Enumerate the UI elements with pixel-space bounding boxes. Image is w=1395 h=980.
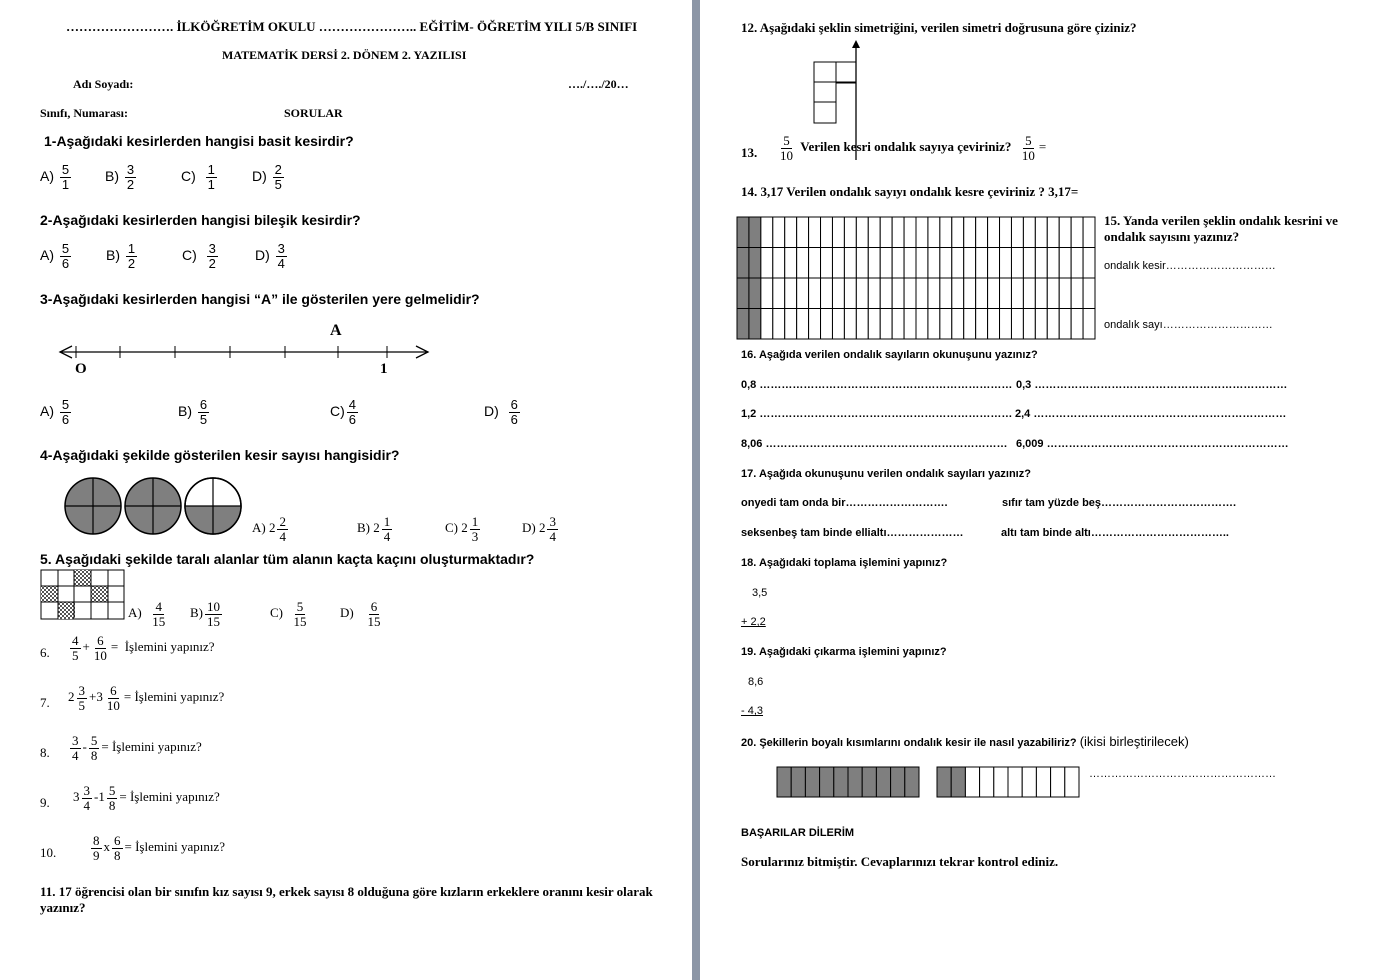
grid-cell [1000, 309, 1012, 340]
left-page [0, 0, 692, 980]
grid-cell [856, 248, 868, 279]
q4-option-c: C) 2 $\frac{1}{3}$ [445, 514, 479, 544]
grid-cell [1059, 278, 1071, 309]
grid-cell [940, 217, 952, 248]
grid-cell [821, 309, 833, 340]
q15-text-line2: ondalık sayısını yazınız? [1104, 229, 1240, 244]
grid-cell [1047, 217, 1059, 248]
quarter-circles-figure [62, 475, 248, 539]
grid-cell [832, 278, 844, 309]
q6-expression: $\frac{4}{5}$ + $\frac{6}{10}$ = İşlemini yapınız? [72, 633, 215, 663]
grid-cell [868, 309, 880, 340]
bar2-cell [951, 767, 965, 797]
grid-cell [964, 278, 976, 309]
grid-cell [880, 309, 892, 340]
q2-option-b: B) $\frac{1}{2}$ [106, 241, 136, 271]
grid-cell [832, 217, 844, 248]
q15-decimal-fraction-blank[interactable]: ondalık kesir………………………… [1104, 260, 1276, 272]
number-line-zero: O [75, 361, 87, 377]
q13-number: 13. [741, 145, 758, 160]
grid-cell [821, 217, 833, 248]
q16-item-0-3[interactable]: 0,3 …………………………………………………………… [1016, 379, 1288, 391]
q16-item-0-8[interactable]: 0,8 …………………………………………………………… [741, 379, 1013, 391]
grid-cell [976, 217, 988, 248]
circle-3 [185, 478, 241, 534]
q16-item-6-009[interactable]: 6,009 ………………………………………………………… [1016, 438, 1289, 450]
grid-cell [988, 217, 1000, 248]
q17-item-1[interactable]: onyedi tam onda bir………………………. [741, 497, 948, 509]
q20-question: 20. Şekillerin boyalı kısımlarını ondalık kesir ile nasıl yazabiliriz? (ikisi birleştirilecek) [741, 734, 1189, 749]
grid-cell [1011, 217, 1023, 248]
grid-cell [737, 248, 749, 279]
grid-cell [892, 278, 904, 309]
grid-cell [856, 278, 868, 309]
grid-cell [856, 217, 868, 248]
grid-cell [821, 278, 833, 309]
grid-cell [737, 278, 749, 309]
grid-cell [988, 278, 1000, 309]
grid-cell [773, 248, 785, 279]
q4-option-b: B) 2 $\frac{1}{4}$ [357, 514, 391, 544]
grid-cell [880, 217, 892, 248]
grid-cell [1035, 217, 1047, 248]
grid-cell [928, 248, 940, 279]
grid-cell [844, 278, 856, 309]
decimal-bars-figure [776, 765, 1082, 799]
bar1-cell [876, 767, 890, 797]
bar1-cell [862, 767, 876, 797]
q4-option-d: D) 2 $\frac{3}{4}$ [522, 514, 556, 544]
q19-operand-a: 8,6 [748, 676, 764, 688]
footer-closing-note: Sorularınız bitmiştir. Cevaplarınızı tekrar kontrol ediniz. [741, 854, 1059, 869]
grid-cell [880, 278, 892, 309]
grid-cell [761, 309, 773, 340]
bar1-cell [848, 767, 862, 797]
grid-cell [809, 248, 821, 279]
q9-expression: 3 $\frac{3}{4}$ -1 $\frac{5}{8}$ = İşlemini yapınız? [73, 783, 220, 813]
grid-cell [797, 248, 809, 279]
q17-item-2[interactable]: sıfır tam yüzde beş………………………………. [1002, 497, 1237, 509]
q10-expression: $\frac{8}{9}$ x $\frac{6}{8}$ = İşlemini yapınız? [93, 833, 225, 863]
grid-cell [797, 217, 809, 248]
q3-option-c: C) $\frac{4}{6}$ [330, 397, 357, 427]
bar2-cell [1036, 767, 1050, 797]
circle-1 [65, 478, 121, 534]
grid-cell [1023, 248, 1035, 279]
grid-cell [988, 309, 1000, 340]
grid-cell [1023, 217, 1035, 248]
grid-cell [940, 278, 952, 309]
q5-text: 5. Aşağıdaki şekilde taralı alanlar tüm alanın kaçta kaçını oluşturmaktadır? [40, 551, 535, 567]
q2-text: 2-Aşağıdaki kesirlerden hangisi bileşik kesirdir? [40, 212, 361, 228]
q5-option-c: C) $\frac{5}{15}$ [270, 599, 307, 629]
grid-cell [1011, 248, 1023, 279]
grid-cell [749, 217, 761, 248]
q15-decimal-number-blank[interactable]: ondalık sayı………………………… [1104, 319, 1273, 331]
grid-cell [773, 217, 785, 248]
page-gutter [692, 0, 700, 980]
bar2-cell [1051, 767, 1065, 797]
grid-cell [916, 248, 928, 279]
q9-number: 9. [40, 795, 50, 810]
q3-text: 3-Aşağıdaki kesirlerden hangisi “A” ile gösterilen yere gelmelidir? [40, 291, 480, 307]
grid-cell [952, 278, 964, 309]
q5-option-b: B) $\frac{10}{15}$ [190, 599, 220, 629]
grid-cell [844, 217, 856, 248]
grid-cell [940, 248, 952, 279]
grid-cell [1059, 217, 1071, 248]
grid-cell [952, 309, 964, 340]
grid-cell [1083, 217, 1095, 248]
q8-number: 8. [40, 745, 50, 760]
bar1-cell [891, 767, 905, 797]
number-line-one: 1 [380, 361, 388, 377]
grid-cell [1011, 309, 1023, 340]
sorular-label: SORULAR [284, 106, 343, 120]
grid-cell [761, 217, 773, 248]
bar1-cell [777, 767, 791, 797]
grid-cell [1000, 217, 1012, 248]
grid-cell [1083, 309, 1095, 340]
q20-answer-blank[interactable]: …………………………………………… [1089, 768, 1276, 780]
grid-cell [868, 278, 880, 309]
grid-cell [916, 309, 928, 340]
grid-cell [856, 309, 868, 340]
grid-cell [928, 217, 940, 248]
q5-option-a: A) $\frac{4}{15}$ [128, 599, 166, 629]
grid-cell [1071, 248, 1083, 279]
q3-option-d: D) $\frac{6}{6}$ [484, 397, 518, 427]
grid-cell [1083, 278, 1095, 309]
bar1-cell [791, 767, 805, 797]
grid-cell [904, 278, 916, 309]
grid-cell [964, 248, 976, 279]
bar2-cell [1008, 767, 1022, 797]
grid-cell [904, 217, 916, 248]
grid-cell [797, 309, 809, 340]
grid-cell [1000, 278, 1012, 309]
grid-cell [1071, 309, 1083, 340]
grid-cell [832, 309, 844, 340]
grid-cell [785, 248, 797, 279]
q3-option-b: B) $\frac{6}{5}$ [178, 397, 208, 427]
bar2-cell [980, 767, 994, 797]
q4-option-a: A) 2 $\frac{2}{4}$ [252, 514, 286, 544]
q2-option-d: D) $\frac{3}{4}$ [255, 241, 285, 271]
q18-text: 18. Aşağıdaki toplama işlemini yapınız? [741, 557, 948, 569]
grid-cell [761, 248, 773, 279]
grid-cell [809, 278, 821, 309]
q3-option-a: A) $\frac{5}{6}$ [40, 397, 70, 427]
class-label: Sınıfı, Numarası: [40, 106, 129, 120]
shaded-grid-figure [40, 569, 126, 621]
bar2-cell [965, 767, 979, 797]
grid-cell [1071, 278, 1083, 309]
grid-cell [1047, 278, 1059, 309]
grid-cell [1083, 248, 1095, 279]
grid-cell [904, 309, 916, 340]
bar2-cell [994, 767, 1008, 797]
grid-cell [797, 278, 809, 309]
q16-item-1-2[interactable]: 1,2 …………………………………………………………… [741, 408, 1013, 420]
grid-cell [773, 309, 785, 340]
q19-text: 19. Aşağıdaki çıkarma işlemini yapınız? [741, 646, 947, 658]
name-label: Adı Soyadı: [73, 77, 134, 91]
grid-cell [868, 248, 880, 279]
grid-cell [773, 278, 785, 309]
grid-cell [1047, 309, 1059, 340]
grid-cell [761, 278, 773, 309]
date-label: …./…./20… [568, 77, 629, 91]
q7-expression: 2 $\frac{3}{5}$ +3 $\frac{6}{10}$ = İşlemini yapınız? [68, 683, 225, 713]
grid-cell [976, 248, 988, 279]
grid-cell [1023, 309, 1035, 340]
grid-cell [1071, 217, 1083, 248]
q7-number: 7. [40, 695, 50, 710]
grid-cell [737, 217, 749, 248]
q11-text-line1: 11. 17 öğrencisi olan bir sınıfın kız sayısı 9, erkek sayısı 8 olduğuna göre kızların erkeklere oranını kesir olarak [40, 884, 653, 899]
bar1-cell [834, 767, 848, 797]
q5-option-d: D) $\frac{6}{15}$ [340, 599, 381, 629]
grid-cell [868, 217, 880, 248]
q10-number: 10. [40, 845, 57, 860]
grid-cell [1035, 278, 1047, 309]
grid-cell [1000, 248, 1012, 279]
bar1-cell [805, 767, 819, 797]
grid-cell [737, 309, 749, 340]
q17-item-3[interactable]: seksenbeş tam binde ellialtı………………… [741, 527, 964, 539]
q1-option-c: C) $\frac{1}{1}$ [181, 162, 215, 192]
grid-cell [892, 309, 904, 340]
q18-operand-a: 3,5 [752, 587, 768, 599]
grid-cell [785, 309, 797, 340]
q20-note: (ikisi birleştirilecek) [1079, 734, 1189, 749]
exam-subtitle: MATEMATİK DERSİ 2. DÖNEM 2. YAZILISI [222, 48, 467, 62]
q12-text: 12. Aşağıdaki şeklin simetriğini, verilen simetri doğrusuna göre çiziniz? [741, 20, 1137, 35]
decimal-grid-figure [736, 216, 1098, 342]
grid-cell [904, 248, 916, 279]
q18-operand-b: + 2,2 [741, 616, 766, 628]
q6-number: 6. [40, 645, 50, 660]
q14-text: 14. 3,17 Verilen ondalık sayıyı ondalık kesre çeviriniz ? 3,17= [741, 184, 1079, 199]
grid-cell [892, 217, 904, 248]
footer-good-luck: BAŞARILAR DİLERİM [741, 827, 855, 839]
right-page [700, 0, 1395, 980]
grid-cell [785, 217, 797, 248]
grid-cell [1011, 278, 1023, 309]
q4-text: 4-Aşağıdaki şekilde gösterilen kesir sayısı hangisidir? [40, 447, 400, 463]
bar1-cell [820, 767, 834, 797]
grid-cell [976, 278, 988, 309]
grid-cell [809, 217, 821, 248]
q17-item-4[interactable]: altı tam binde altı……………………………….. [1001, 527, 1229, 539]
grid-cell [1035, 248, 1047, 279]
bar2-cell [937, 767, 951, 797]
q19-operand-b: - 4,3 [741, 705, 764, 717]
q8-expression: $\frac{3}{4}$ - $\frac{5}{8}$ = İşlemini yapınız? [72, 733, 202, 763]
grid-cell [964, 309, 976, 340]
q1-text: 1-Aşağıdaki kesirlerden hangisi basit kesirdir? [44, 133, 354, 149]
grid-cell [749, 248, 761, 279]
grid-cell [952, 248, 964, 279]
grid-cell [988, 248, 1000, 279]
q1-option-b: B) $\frac{3}{2}$ [105, 162, 135, 192]
bar1-cell [905, 767, 919, 797]
q1-option-a: A) $\frac{5}{1}$ [40, 162, 70, 192]
q11-text-line2: yazınız? [40, 900, 86, 915]
grid-cell [844, 248, 856, 279]
q16-text: 16. Aşağıda verilen ondalık sayıların okunuşunu yazınız? [741, 349, 1038, 361]
bar2-cell [1022, 767, 1036, 797]
grid-cell [821, 248, 833, 279]
q16-item-8-06[interactable]: 8,06 ………………………………………………………… [741, 438, 1008, 450]
grid-cell [916, 278, 928, 309]
q16-item-2-4[interactable]: 2,4 …………………………………………………………… [1015, 408, 1287, 420]
grid-cell [785, 278, 797, 309]
q2-option-c: C) $\frac{3}{2}$ [182, 241, 216, 271]
grid-cell [940, 309, 952, 340]
grid-cell [844, 309, 856, 340]
grid-cell [749, 278, 761, 309]
q13-expression: $\frac{5}{10}$ Verilen kesri ondalık sayıya çeviriniz? $\frac{5}{10}$ = [780, 133, 1047, 163]
grid-cell [880, 248, 892, 279]
q2-option-a: A) $\frac{5}{6}$ [40, 241, 70, 271]
grid-cell [928, 278, 940, 309]
grid-cell [749, 309, 761, 340]
number-line-a-label: A [330, 322, 342, 339]
grid-cell [916, 217, 928, 248]
grid-cell [832, 248, 844, 279]
grid-cell [1023, 278, 1035, 309]
grid-cell [892, 248, 904, 279]
grid-cell [1035, 309, 1047, 340]
grid-cell [928, 309, 940, 340]
grid-cell [1059, 248, 1071, 279]
grid-cell [952, 217, 964, 248]
grid-cell [964, 217, 976, 248]
exam-header: ……………………. İLKÖĞRETİM OKULU ………………….. EĞİTİM- ÖĞRETİM YILI 5/B SINIFI [66, 19, 638, 34]
q17-text: 17. Aşağıda okunuşunu verilen ondalık sayıları yazınız? [741, 468, 1031, 480]
grid-cell [809, 309, 821, 340]
circle-2 [125, 478, 181, 534]
bar2-cell [1065, 767, 1079, 797]
q15-text-line1: 15. Yanda verilen şeklin ondalık kesrini ve [1104, 213, 1338, 228]
q1-option-d: D) $\frac{2}{5}$ [252, 162, 282, 192]
grid-cell [1059, 309, 1071, 340]
grid-cell [976, 309, 988, 340]
grid-cell [1047, 248, 1059, 279]
